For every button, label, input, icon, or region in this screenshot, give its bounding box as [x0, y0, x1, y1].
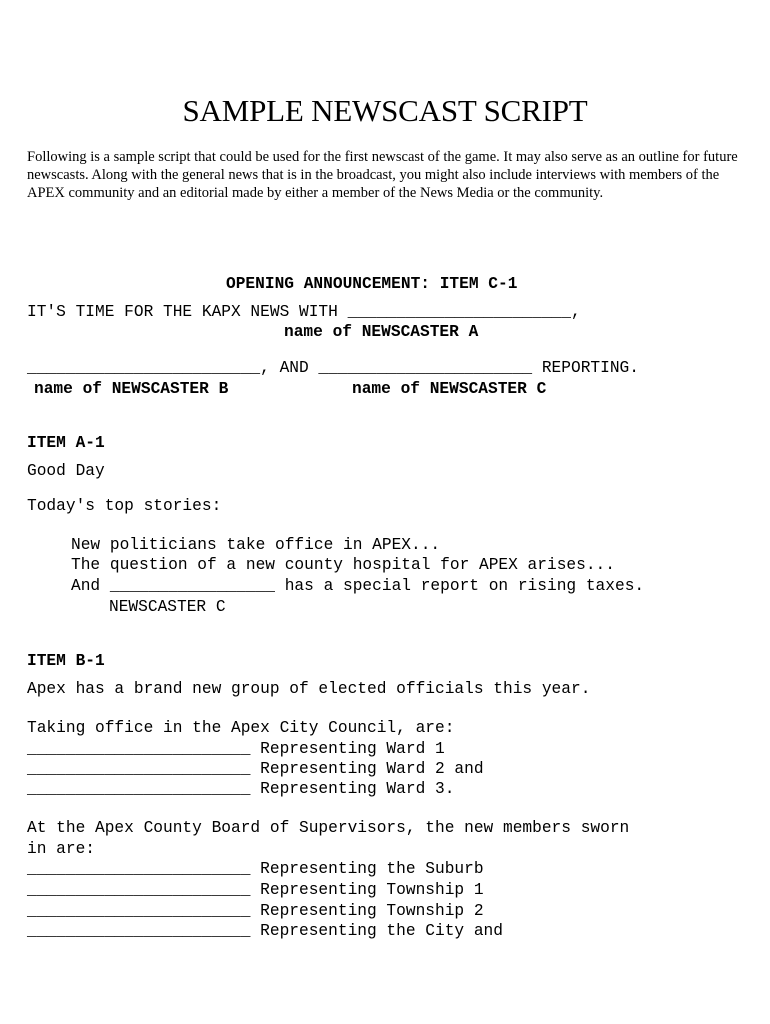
intro-paragraph: Following is a sample script that could be used for the first newscast of the game. It may also serve as an outline for future newscasts. Along with the general news that is in the broadcast, you might also include interviews with members of the APEX community and an editorial made by either a member of the News Media or the community.	[27, 149, 738, 201]
board-intro-line-1: At the Apex County Board of Supervisors, the new members sworn	[27, 819, 630, 837]
council-line: _______________________ Representing Ward 3.	[27, 780, 455, 798]
opening-heading: OPENING ANNOUNCEMENT: ITEM C-1	[226, 275, 518, 293]
item-a1-heading: ITEM A-1	[27, 434, 105, 452]
opening-line-2: ________________________, AND ______________________ REPORTING.	[27, 359, 639, 377]
story-line: The question of a new county hospital for APEX arises...	[71, 556, 615, 574]
board-intro-line-2: in are:	[27, 840, 95, 858]
label-newscaster-b: name of NEWSCASTER B	[34, 380, 229, 398]
label-newscaster-a: name of NEWSCASTER A	[284, 323, 479, 341]
council-line: _______________________ Representing Ward 2 and	[27, 760, 484, 778]
board-line: _______________________ Representing Township 1	[27, 881, 484, 899]
newscaster-c-label: NEWSCASTER C	[109, 598, 226, 616]
top-stories-label: Today's top stories:	[27, 497, 222, 515]
greeting: Good Day	[27, 462, 105, 480]
council-line: _______________________ Representing Ward 1	[27, 740, 445, 758]
label-newscaster-c: name of NEWSCASTER C	[352, 380, 547, 398]
board-line: _______________________ Representing Township 2	[27, 902, 484, 920]
b1-intro: Apex has a brand new group of elected officials this year.	[27, 680, 591, 698]
opening-line-1: IT'S TIME FOR THE KAPX NEWS WITH _______________________,	[27, 303, 581, 321]
item-b1-heading: ITEM B-1	[27, 652, 105, 670]
board-line: _______________________ Representing the Suburb	[27, 860, 484, 878]
story-line: New politicians take office in APEX...	[71, 536, 441, 554]
council-intro: Taking office in the Apex City Council, are:	[27, 719, 455, 737]
document-title: SAMPLE NEWSCAST SCRIPT	[182, 93, 588, 128]
story-line: And _________________ has a special report on rising taxes.	[71, 577, 645, 595]
board-line: _______________________ Representing the City and	[27, 922, 503, 940]
